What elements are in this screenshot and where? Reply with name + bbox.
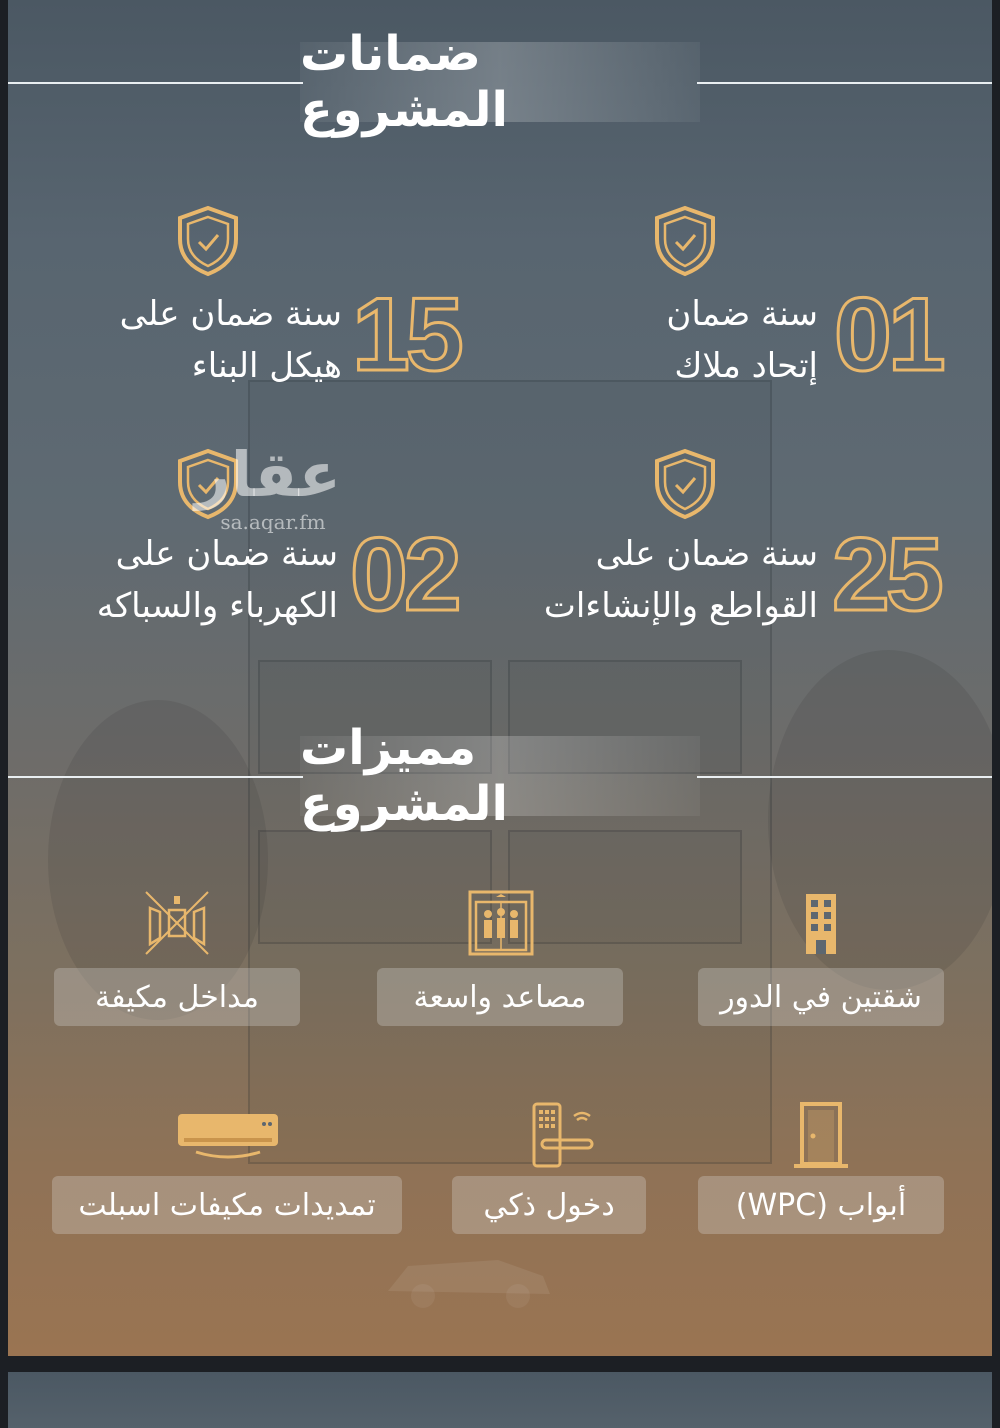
split-ac-icon (176, 1110, 280, 1164)
next-poster-edge (8, 1372, 992, 1428)
building-icon (786, 888, 856, 958)
feature-pill: تمديدات مكيفات اسبلت (52, 1176, 402, 1234)
divider-line (8, 776, 303, 778)
shield-check-icon (653, 205, 717, 277)
watermark-url: sa.aqar.fm (220, 510, 326, 534)
smart-lock-icon (528, 1100, 598, 1170)
feature-pill: شقتين في الدور (698, 968, 944, 1026)
features-title: مميزات المشروع (300, 736, 700, 816)
feature-pill: أبواب (WPC) (698, 1176, 944, 1234)
guarantee-number: 01 (834, 277, 942, 393)
elevator-icon (466, 888, 536, 958)
guarantee-number: 15 (352, 277, 460, 393)
divider-line (8, 82, 303, 84)
feature-pill: مداخل مكيفة (54, 968, 300, 1026)
guarantee-line1: سنة ضمان على (119, 294, 342, 334)
background-window (508, 830, 742, 944)
shield-check-icon (653, 448, 717, 520)
guarantees-title-bar (8, 26, 992, 138)
divider-line (697, 82, 992, 84)
guarantee-line1: سنة ضمان على (595, 534, 818, 574)
guarantee-line1: سنة ضمان (666, 294, 818, 334)
guarantee-line2: القواطع والإنشاءات (543, 586, 818, 626)
watermark-logo: عقار (195, 438, 341, 511)
guarantee-text (518, 288, 818, 392)
feature-pill: مصاعد واسعة (377, 968, 623, 1026)
guarantees-title: ضمانات المشروع (300, 42, 700, 122)
guarantee-line2: الكهرباء والسباكه (96, 586, 338, 626)
guarantee-number: 02 (350, 517, 458, 633)
divider-line (697, 776, 992, 778)
lobby-entrance-icon (142, 888, 212, 958)
guarantee-number: 25 (832, 517, 940, 633)
poster (8, 0, 992, 1356)
door-icon (786, 1100, 856, 1170)
guarantee-text (38, 528, 338, 632)
background-car (378, 1236, 558, 1316)
features-title-bar (8, 720, 992, 832)
guarantee-text (518, 528, 818, 632)
guarantee-text (42, 288, 342, 392)
guarantee-line2: هيكل البناء (191, 346, 342, 386)
feature-pill: دخول ذكي (452, 1176, 646, 1234)
shield-check-icon (176, 205, 240, 277)
background-window (258, 830, 492, 944)
guarantee-line2: إتحاد ملاك (674, 346, 818, 386)
guarantee-line1: سنة ضمان على (115, 534, 338, 574)
aqar-watermark (178, 440, 358, 540)
